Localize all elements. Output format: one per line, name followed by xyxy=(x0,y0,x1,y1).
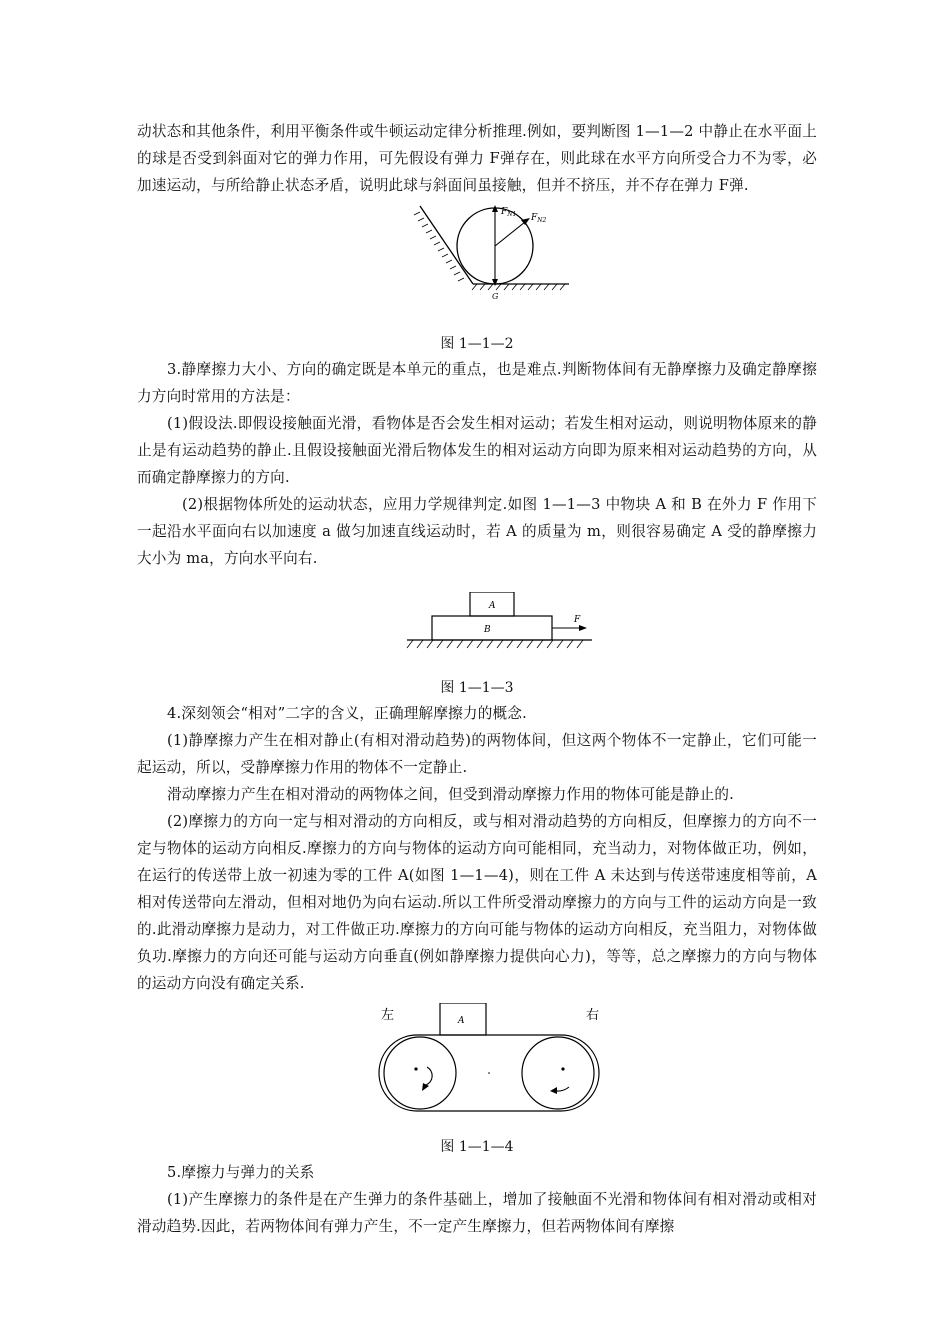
document-page xyxy=(137,118,817,1240)
paragraph-2: 3.静摩擦力大小、方向的确定既是本单元的重点，也是难点.判断物体间有无静摩擦力及确定静摩擦力方向时常用的方法是： xyxy=(137,361,817,405)
paragraph-6: (1)静摩擦力产生在相对静止(有相对滑动趋势)的两物体间，但这两个物体不一定静止，它们可能一起运动，所以，受静摩擦力作用的物体不一定静止. xyxy=(137,732,817,776)
block-b-label: B xyxy=(484,625,491,635)
force-label-n1: $F_{N1}$ xyxy=(501,207,517,218)
paragraph-7: 滑动摩擦力产生在相对滑动的两物体之间，但受到滑动摩擦力作用的物体可能是静止的. xyxy=(167,786,735,803)
paragraph-8: (2)摩擦力的方向一定与相对滑动的方向相反，或与相对滑动趋势的方向相反，但摩擦力的方向不一定与物体的运动方向相反.摩擦力的方向与物体的运动方向可能相同，充当动力，对物体做正功，例如，在运行的传送带上放一初速为零的工件 A(如图 1—1—4)，则在工件 A 未达到与传送带速度相等前，A 相对传送带向左滑动，但相对地仍为向右运动.所以工件所受滑动摩擦力的方向与工件的运动方向是一致的.此滑动摩擦力是动力，对工件做正功.摩擦力的方向可能与物体的运动方向相反，充当阻力，对物体做负功.摩擦力的方向还可能与运动方向垂直(例如静摩擦力提供向心力)，等等，总之摩擦力的方向与物体的运动方向没有确定关系. xyxy=(137,813,817,992)
conveyor-belt-diagram xyxy=(137,1003,817,1131)
left-label: 左 xyxy=(381,1008,395,1023)
figure-caption-1-1-2: 图 1—1—2 xyxy=(440,336,514,352)
paragraph-10: (1)产生摩擦力的条件是在产生弹力的条件基础上，增加了接触面不光滑和物体间有相对滑动或相对滑动趋势.因此，若两物体间有弹力产生，不一定产生摩擦力，但若两物体间有摩擦 xyxy=(137,1191,817,1235)
figure-caption-1-1-3: 图 1—1—3 xyxy=(440,680,514,696)
block-a-label: A xyxy=(489,601,496,611)
stacked-blocks-diagram xyxy=(137,592,817,658)
ball-on-incline-diagram xyxy=(137,204,817,328)
force-label-n2: $F_{N2}$ xyxy=(531,213,547,224)
paragraph-9: 5.摩擦力与弹力的关系 xyxy=(167,1164,315,1181)
gravity-label: G xyxy=(492,292,499,301)
force-f-label: F xyxy=(574,615,581,625)
figure-1-1-4 xyxy=(137,1003,817,1131)
figure-1-1-3 xyxy=(137,592,817,658)
paragraph-3: (1)假设法.即假设接触面光滑，看物体是否会发生相对运动；若发生相对运动，则说明物体原来的静止是有运动趋势的静止.且假设接触面光滑后物体发生的相对运动方向即为原来相对运动趋势的方向，从而确定静摩擦力的方向. xyxy=(137,415,817,486)
paragraph-1: 动状态和其他条件，利用平衡条件或牛顿运动定律分析推理.例如，要判断图 1—1—2 中静止在水平面上的球是否受到斜面对它的弹力作用，可先假设有弹力 F弹存在，则此球在水平方向所受合力不为零，必加速运动，与所给静止状态矛盾，说明此球与斜面间虽接触，但并不挤压，并不存在弹力 F弹. xyxy=(137,123,817,194)
figure-caption-1-1-4: 图 1—1—4 xyxy=(440,1139,514,1155)
figure-1-1-2 xyxy=(137,204,817,328)
paragraph-5: 4.深刻领会“相对”二字的含义，正确理解摩擦力的概念. xyxy=(167,705,527,722)
right-label: 右 xyxy=(586,1008,600,1023)
workpiece-a-label: A xyxy=(458,1016,465,1026)
paragraph-4: (2)根据物体所处的运动状态，应用力学规律判定.如图 1—1—3 中物块 A 和 B 在外力 F 作用下一起沿水平面向右以加速度 a 做匀加速直线运动时，若 A 的质量为 m，则很容易确定 A 受的静摩擦力大小为 ma，方向水平向右. xyxy=(137,496,817,567)
